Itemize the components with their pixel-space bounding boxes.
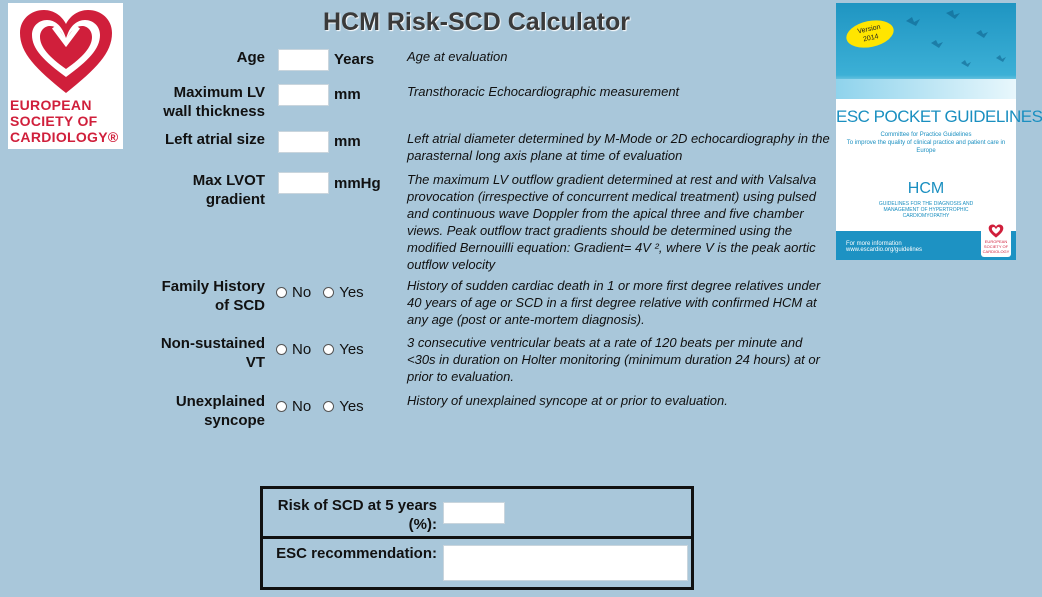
cover-title: ESC POCKET GUIDELINES bbox=[836, 107, 1042, 126]
age-label: Age bbox=[236, 49, 265, 66]
la-size-description: Left atrial diameter determined by M-Mode or 2D echocardiography in the parasternal long axis plane at time of evaluation bbox=[407, 131, 830, 163]
radio-label-yes: Yes bbox=[339, 398, 364, 415]
lvot-input[interactable] bbox=[278, 172, 329, 194]
version-badge: Version 2014 bbox=[844, 16, 896, 51]
age-input[interactable] bbox=[278, 49, 329, 71]
cover-band bbox=[836, 79, 1016, 99]
la-size-input[interactable] bbox=[278, 131, 329, 153]
nsvt-label: Non-sustained VT bbox=[160, 335, 265, 371]
cover-web: For more information www.escardio.org/guidelines bbox=[846, 241, 923, 253]
lvot-label: Max LVOT gradient bbox=[192, 172, 265, 208]
lvot-description: The maximum LV outflow gradient determined at rest and with Valsalva provocation (irrespective of concurrent medical treatment) using pulsed and continuous wave Doppler from the apical three and five chamber views. Peak outflow tract gradients should be determined using the modified Bernouilli equation: Gradient= 4V ², where V is the peak aortic outflow velocity bbox=[407, 172, 817, 272]
radio-label-no: No bbox=[292, 341, 312, 358]
nsvt-radio-group bbox=[276, 341, 376, 358]
lv-wall-label: Maximum LV wall thickness bbox=[163, 84, 265, 120]
result-box bbox=[260, 486, 694, 590]
recommendation-output bbox=[443, 545, 688, 581]
radio-label-yes: Yes bbox=[339, 284, 364, 301]
syncope-description: History of unexplained syncope at or prior to evaluation. bbox=[407, 393, 728, 408]
age-description: Age at evaluation bbox=[407, 49, 508, 64]
family-history-description: History of sudden cardiac death in 1 or more first degree relatives under 40 years of age or SCD in a first degree relative with confirmed HCM at any age (post or ante-mortem diagnosis). bbox=[407, 278, 821, 327]
radio-label-yes: Yes bbox=[339, 341, 364, 358]
cover-esc-mini-logo: EUROPEAN SOCIETY OF CARDIOLOGY bbox=[981, 221, 1011, 257]
nsvt-description: 3 consecutive ventricular beats at a rate of 120 beats per minute and <30s in duration on Holter monitoring (minimum duration 24 hours) at or prior to evaluation. bbox=[407, 335, 820, 384]
family-history-no-radio[interactable] bbox=[276, 287, 287, 298]
esc-logo-text bbox=[10, 97, 122, 145]
lv-wall-unit: mm bbox=[334, 86, 361, 103]
risk-label: Risk of SCD at 5 years (%): bbox=[277, 497, 437, 533]
cover-subtitle: Committee for Practice Guidelines To improve the quality of clinical practice and patient care in Europe bbox=[846, 132, 1006, 154]
family-history-label: Family History of SCD bbox=[161, 278, 265, 314]
heart-logo-icon bbox=[988, 224, 1004, 238]
esc-logo bbox=[8, 3, 123, 149]
nsvt-no-radio[interactable] bbox=[276, 344, 287, 355]
la-size-label: Left atrial size bbox=[164, 131, 265, 148]
family-history-radio-group bbox=[276, 284, 376, 301]
risk-row bbox=[263, 489, 691, 539]
page-title: HCM Risk-SCD Calculator bbox=[323, 8, 630, 36]
lvot-unit: mmHg bbox=[334, 175, 381, 192]
logo-line: EUROPEAN bbox=[10, 97, 92, 113]
syncope-yes-radio[interactable] bbox=[323, 401, 334, 412]
syncope-radio-group bbox=[276, 398, 376, 415]
heart-logo-icon bbox=[16, 7, 116, 95]
recommendation-label: ESC recommendation: bbox=[276, 545, 437, 562]
nsvt-yes-radio[interactable] bbox=[323, 344, 334, 355]
syncope-label: Unexplained syncope bbox=[175, 393, 265, 429]
lv-wall-input[interactable] bbox=[278, 84, 329, 106]
recommendation-row bbox=[263, 539, 691, 587]
cover-topic-description: GUIDELINES FOR THE DIAGNOSIS AND MANAGEMENT OF HYPERTROPHIC CARDIOMYOPATHY bbox=[878, 201, 974, 219]
logo-line: SOCIETY OF bbox=[10, 113, 98, 129]
risk-output bbox=[443, 502, 505, 524]
radio-label-no: No bbox=[292, 398, 312, 415]
esc-pocket-guidelines-cover[interactable] bbox=[836, 3, 1042, 260]
age-unit: Years bbox=[334, 51, 375, 68]
logo-line: CARDIOLOGY® bbox=[10, 129, 119, 145]
family-history-yes-radio[interactable] bbox=[323, 287, 334, 298]
syncope-no-radio[interactable] bbox=[276, 401, 287, 412]
la-size-unit: mm bbox=[334, 133, 361, 150]
lv-wall-description: Transthoracic Echocardiographic measurement bbox=[407, 84, 680, 99]
cover-topic: HCM bbox=[907, 180, 945, 197]
radio-label-no: No bbox=[292, 284, 312, 301]
